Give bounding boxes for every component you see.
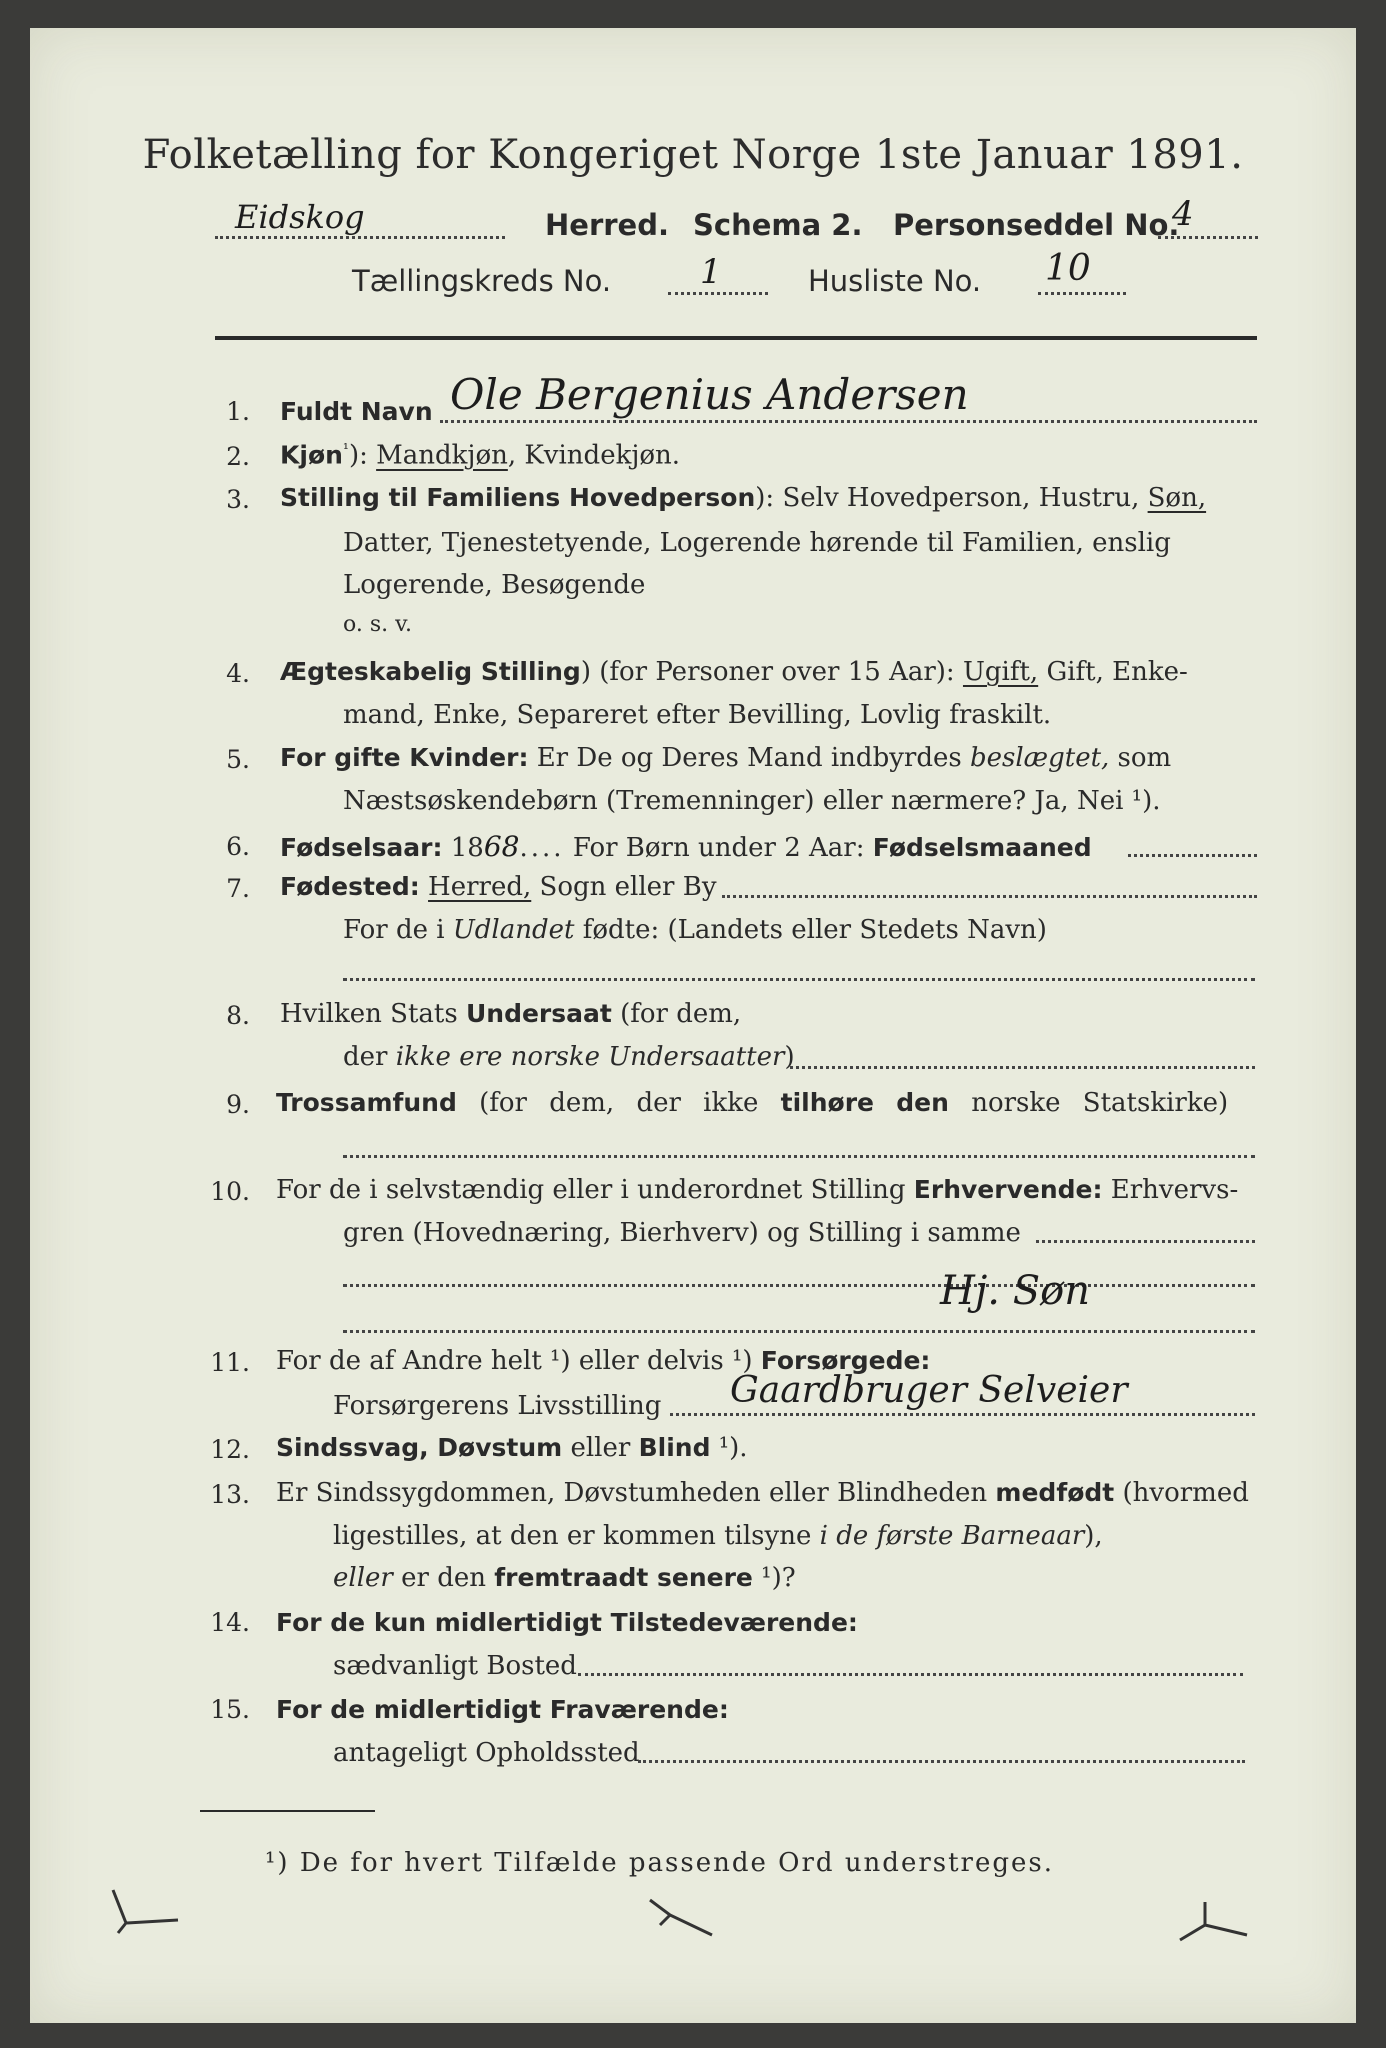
q11-value: Gaardbruger Selveier (730, 1370, 1128, 1411)
q9-text: (for dem, der ikke (456, 1088, 781, 1118)
q10-number: 10. (210, 1177, 250, 1206)
q7-line2a: For de i (343, 915, 453, 945)
q3-line2: Datter, Tjenestetyende, Logerende hørende til Familien, enslig (343, 528, 1171, 558)
husliste-value: 10 (1045, 248, 1091, 289)
q10-line2: gren (Hovednæring, Bierhverv) og Stilling i samme (343, 1218, 1021, 1248)
q10-field-line2 (343, 1284, 1255, 1287)
q15-number: 15. (210, 1695, 250, 1724)
q10-label: Erhvervende: (913, 1175, 1103, 1204)
footnote-rule (200, 1810, 375, 1812)
q6-number: 6. (226, 832, 250, 861)
q10-field-line (1036, 1240, 1255, 1243)
q12-line (276, 1433, 748, 1463)
husliste-field-line (1038, 292, 1126, 295)
q7-line2i: Udlandet (452, 915, 575, 945)
personseddel-value: 4 (1172, 194, 1194, 234)
personseddel-label: Personseddel No. (893, 208, 1180, 242)
footnote: ¹) De for hvert Tilfælde passende Ord understreges. (265, 1848, 1055, 1878)
q8-text2: (for dem, (611, 999, 742, 1029)
q2-number: 2. (226, 442, 250, 471)
q5-text2: som (1109, 743, 1172, 773)
q1-value: Ole Bergenius Andersen (450, 370, 969, 419)
q7-label: Fødested: (280, 872, 420, 901)
q3-number: 3. (226, 485, 250, 514)
q13-line3c: ¹)? (752, 1563, 796, 1593)
q7-selected: Herred, (428, 872, 532, 902)
q8-label: Undersaat (465, 999, 612, 1028)
q13-label: medfødt (995, 1478, 1115, 1507)
q10-line1 (276, 1175, 1238, 1205)
q8-field-line (790, 1066, 1255, 1069)
q13-text2: (hvormed (1114, 1478, 1249, 1508)
q10-text: For de i selvstændig eller i underordnet Stilling (276, 1175, 914, 1205)
q4-text: ) (for Personer over 15 Aar): (580, 657, 963, 687)
q9-text2 (874, 1088, 896, 1118)
q12-number: 12. (210, 1435, 250, 1464)
q5-number: 5. (226, 745, 250, 774)
herred-field-line (215, 236, 505, 239)
q8-line2i: ikke ere norske Undersaatter (395, 1042, 785, 1072)
q5-line2: Næstsøskendebørn (Tremenninger) eller nærmere? Ja, Nei ¹). (343, 786, 1161, 816)
q4-line1 (280, 657, 1188, 687)
personseddel-field-line (1158, 236, 1258, 239)
q9-number: 9. (226, 1090, 250, 1119)
q3-line3: Logerende, Besøgende (343, 570, 646, 600)
q3-line1 (280, 483, 1206, 513)
q6-line: Fødselsaar: 1868.... For Børn under 2 Aar: Fødselsmaaned (280, 830, 1092, 863)
kreds-field-line (668, 292, 768, 295)
q8-number: 8. (226, 1001, 250, 1030)
kreds-label: Tællingskreds No. (352, 264, 612, 298)
q6-value: 68 (483, 830, 520, 863)
q2-sup: ¹ (342, 440, 349, 458)
q7-line1 (280, 872, 717, 902)
q2-option-mandkjon: Mandkjøn (376, 440, 508, 471)
q9-text3: norske Statskirke) (948, 1088, 1229, 1118)
q11-number: 11. (210, 1348, 250, 1377)
q7-line2b: fødte: (Landets eller Stedets Navn) (574, 915, 1047, 945)
q13-line1 (276, 1478, 1249, 1508)
q7-line2 (343, 915, 1047, 945)
q11-line2: Forsørgerens Livsstilling (333, 1391, 662, 1421)
q3-label: Stilling til Familiens Hovedperson (280, 483, 756, 512)
q13-line2a: ligestilles, at den er kommen tilsyne (333, 1521, 820, 1551)
q8-line2 (343, 1042, 795, 1072)
q4-text2: Gift, Enke- (1038, 657, 1188, 687)
q2-label: Kjøn (280, 440, 343, 470)
herred-label: Herred. (545, 208, 669, 242)
q8-line2b: ) (784, 1042, 795, 1072)
q9-line1 (276, 1088, 1228, 1118)
q14-label: For de kun midlertidigt Tilstedeværende: (276, 1608, 858, 1637)
q3-line4: o. s. v. (343, 612, 412, 637)
crop-mark-left (108, 1888, 188, 1938)
q6-prefix: 18 (442, 833, 484, 863)
q1-field-line (440, 420, 1257, 423)
q13-line3b: fremtraadt senere (494, 1563, 753, 1592)
q4-line2: mand, Enke, Separeret efter Bevilling, Lovlig fraskilt. (343, 700, 1052, 730)
q5-label: For gifte Kvinder: (280, 743, 529, 772)
q8-line1 (280, 999, 741, 1029)
form-title: Folketælling for Kongeriget Norge 1ste Januar 1891. (142, 132, 1244, 178)
q12-text2: ¹). (710, 1433, 748, 1463)
q10-text2: Erhvervs- (1102, 1175, 1239, 1205)
q6-text: For Børn under 2 Aar: (564, 833, 873, 863)
q5-line1 (280, 743, 1171, 773)
q2-text: ): (348, 440, 377, 471)
q9-bold2: den (896, 1088, 949, 1117)
q14-field-line (578, 1673, 1243, 1676)
crop-mark-right (1175, 1900, 1255, 1950)
q13-number: 13. (210, 1480, 250, 1509)
q2-option-kvindekjon: , Kvindekjøn. (507, 440, 681, 471)
q1-number: 1. (226, 397, 250, 426)
q12-text: eller (562, 1433, 639, 1463)
q3-selected: Søn, (1147, 483, 1207, 513)
header-separator (215, 336, 1257, 340)
crop-mark-center (640, 1895, 720, 1945)
q8-text: Hvilken Stats (280, 999, 466, 1029)
q3-text: ): Selv Hovedperson, Hustru, (755, 483, 1148, 513)
q6-field-line (1128, 854, 1257, 857)
q7-number: 7. (226, 874, 250, 903)
q5-italic: beslægtet, (969, 743, 1110, 773)
q13-text: Er Sindssygdommen, Døvstumheden eller Blindheden (276, 1478, 996, 1508)
q13-line3i: eller (333, 1563, 393, 1593)
q4-selected: Ugift, (962, 657, 1039, 687)
q13-line3a: er den (392, 1563, 495, 1593)
q14-number: 14. (210, 1608, 250, 1637)
q5-text: Er De og Deres Mand indbyrdes (528, 743, 970, 773)
herred-value: Eidskog (235, 198, 365, 236)
q13-line2b: ), (1084, 1521, 1103, 1551)
q12-label: Sindssvag, Døvstum (276, 1433, 563, 1462)
husliste-label: Husliste No. (808, 264, 982, 298)
q11-text: For de af Andre helt ¹) eller delvis ¹) (276, 1346, 761, 1376)
q10-field-line3 (343, 1330, 1255, 1333)
q7-field-line (722, 895, 1257, 898)
q4-number: 4. (226, 659, 250, 688)
q11-field-line (670, 1413, 1255, 1416)
q11-label: Forsørgede: (760, 1346, 931, 1375)
q6-label2: Fødselsmaaned (872, 833, 1092, 862)
q6-label: Fødselsaar: (280, 833, 443, 862)
q10-value: Hj. Søn (940, 1268, 1090, 1314)
q15-field-line (638, 1760, 1245, 1763)
q12-label2: Blind (638, 1433, 711, 1462)
q13-line3 (333, 1563, 796, 1593)
q9-field-line (343, 1155, 1255, 1158)
q2-line (280, 440, 680, 471)
q7-text: Sogn eller By (531, 872, 717, 902)
q7-field-line2 (343, 978, 1255, 981)
q1-label: Fuldt Navn (280, 397, 433, 426)
kreds-value: 1 (700, 252, 722, 292)
q15-label: For de midlertidigt Fraværende: (276, 1695, 729, 1724)
q9-bold1: tilhøre (780, 1088, 875, 1117)
schema-label: Schema 2. (693, 208, 863, 242)
q4-label: Ægteskabelig Stilling (280, 657, 581, 686)
q14-line2: sædvanligt Bosted (333, 1651, 577, 1681)
q8-line2a: der (343, 1042, 396, 1072)
q15-line2: antageligt Opholdssted (333, 1738, 640, 1768)
q13-line2 (333, 1521, 1103, 1551)
q9-label: Trossamfund (276, 1088, 457, 1117)
q13-line2i: i de første Barneaar (819, 1521, 1085, 1551)
